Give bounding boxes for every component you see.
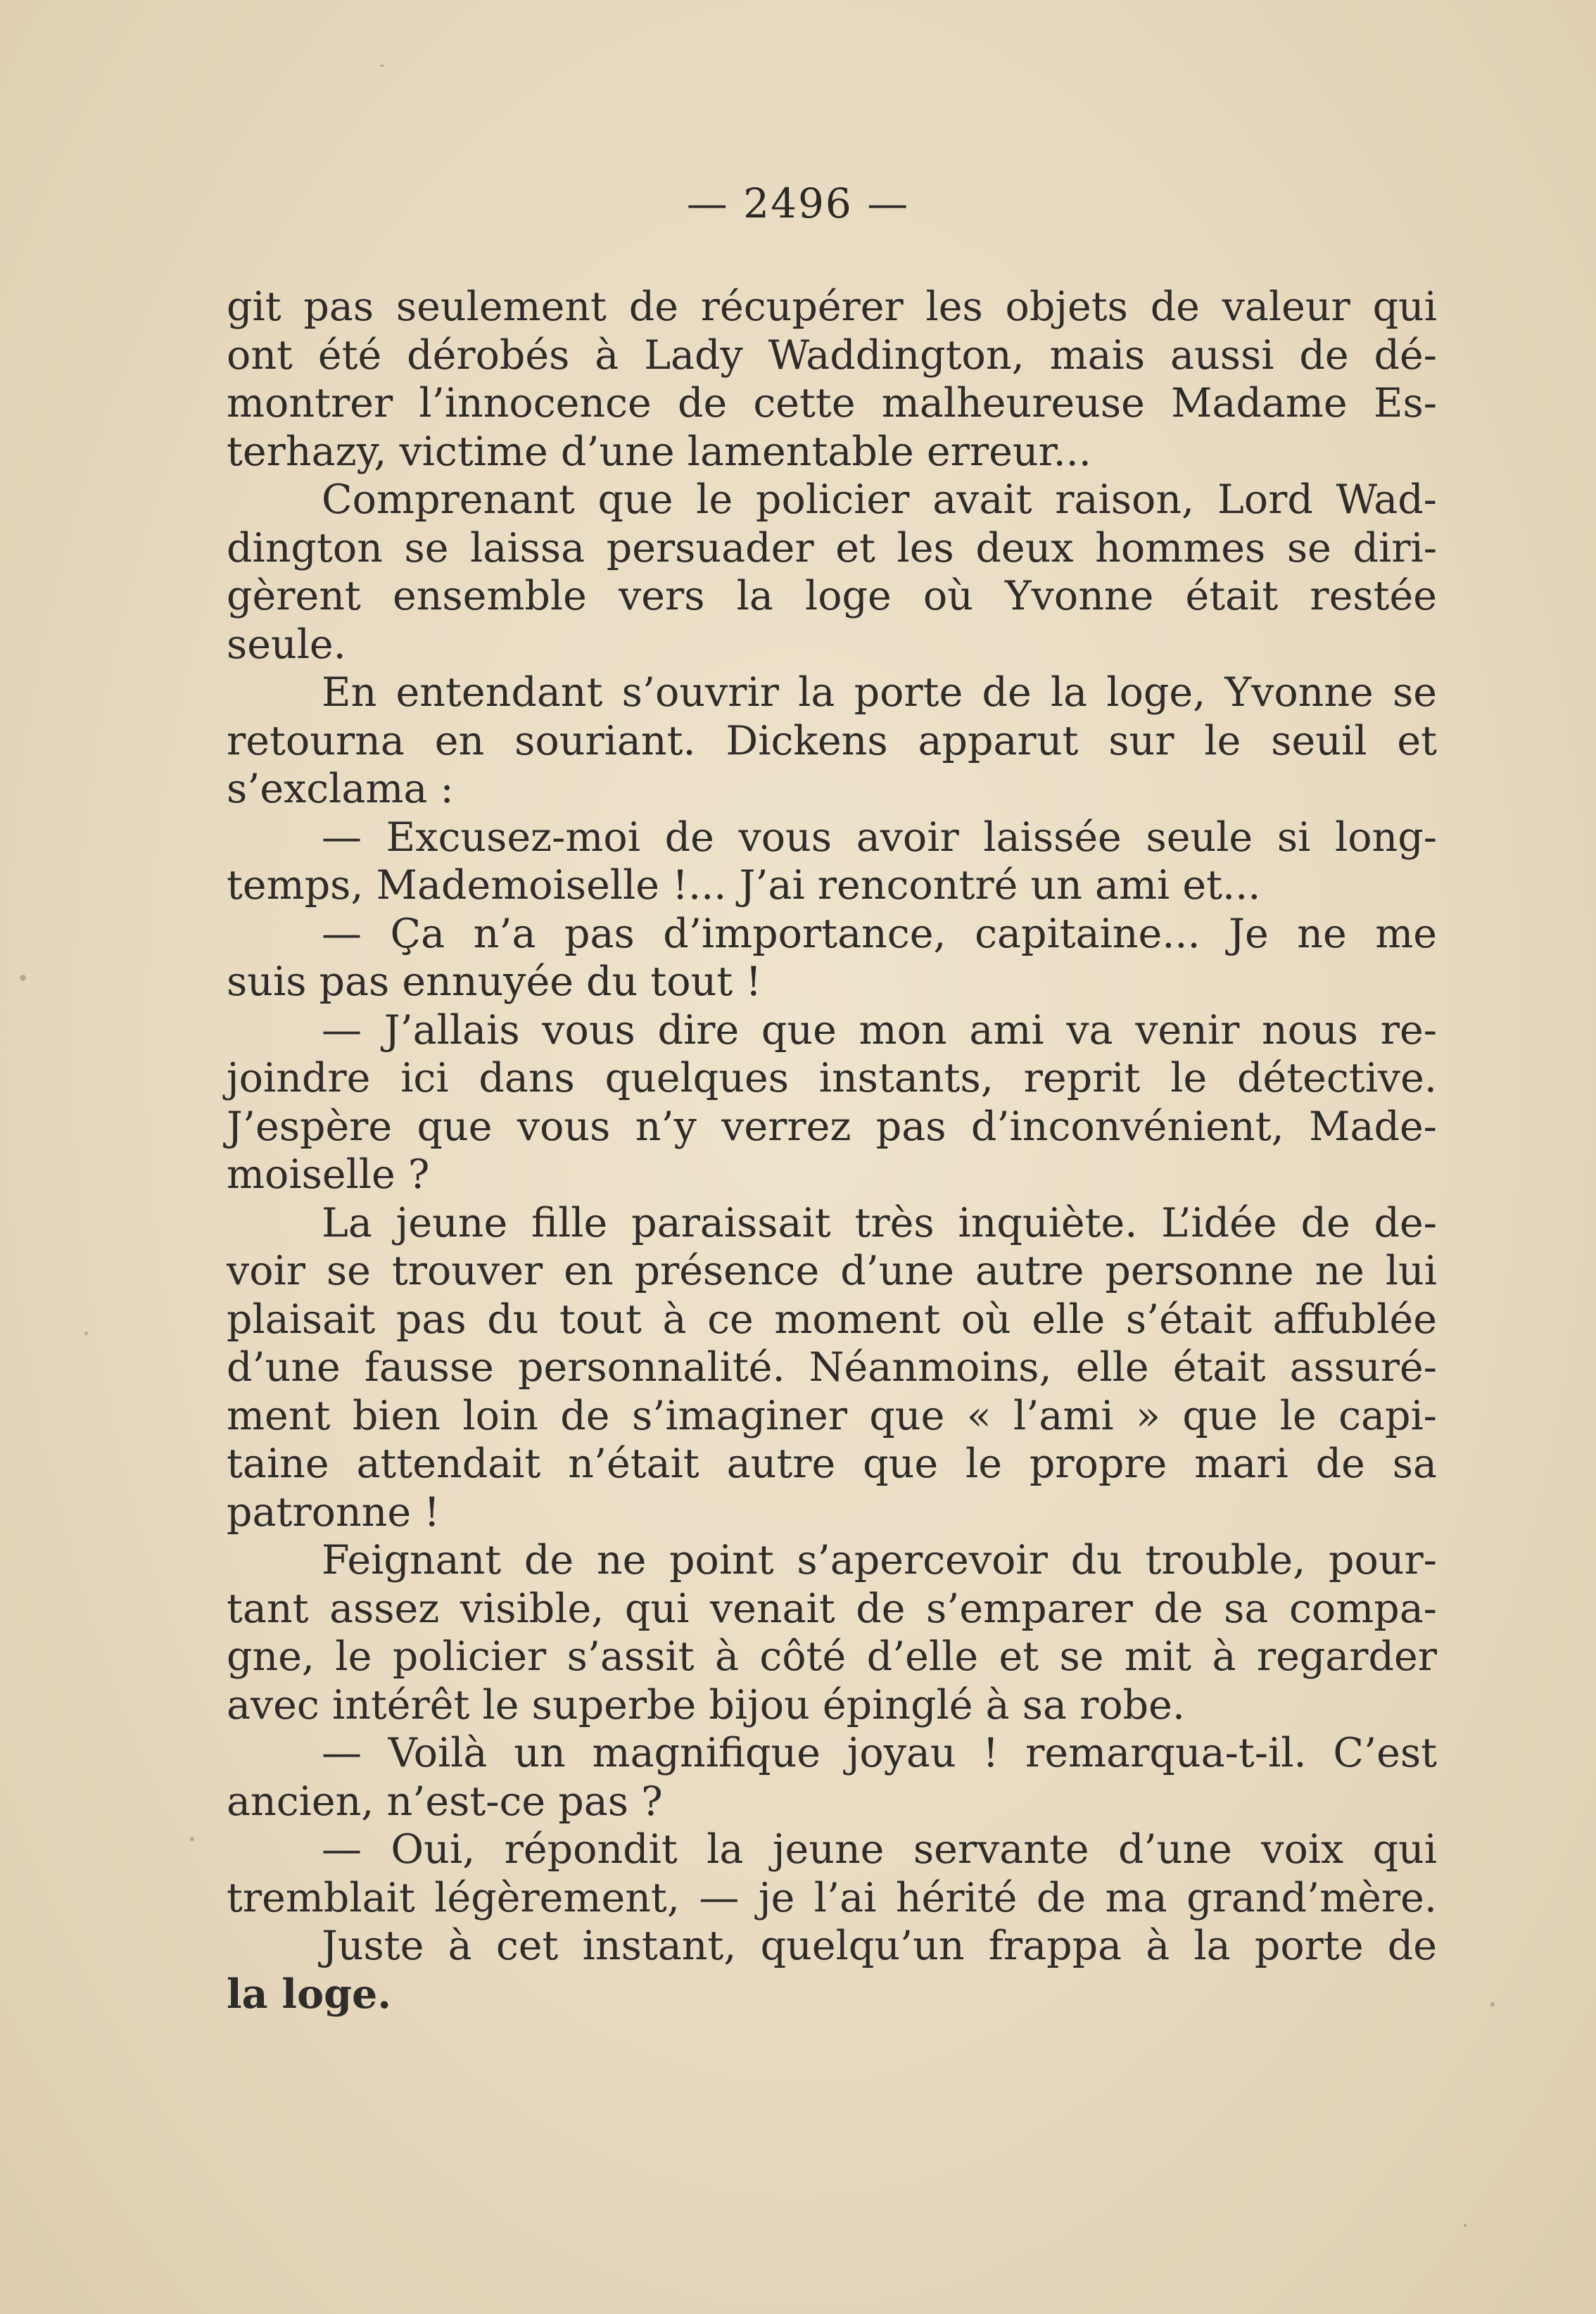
text-line: dington se laissa persuader et les deux hommes se diri- — [227, 524, 1437, 571]
text-line: taine attendait n’était autre que le propre mari de sa — [227, 1441, 1437, 1487]
text-line: — Oui, répondit la jeune servante d’une voix qui — [322, 1826, 1437, 1873]
text-line: la loge. — [227, 1970, 392, 2018]
text-line: — J’allais vous dire que mon ami va venir nous re- — [322, 1006, 1437, 1054]
text-line: s’exclama : — [227, 766, 454, 812]
paper-speck — [380, 65, 384, 67]
text-line: git pas seulement de récupérer les objets de valeur qui — [227, 284, 1437, 330]
text-line: tant assez visible, qui venait de s’emparer de sa compa- — [227, 1585, 1437, 1632]
text-line: gne, le policier s’assit à côté d’elle et se mit à regarder — [227, 1633, 1437, 1680]
text-line: temps, Mademoiselle !... J’ai rencontré un ami et... — [227, 862, 1261, 909]
text-line: ancien, n’est-ce pas ? — [227, 1778, 663, 1825]
paper-speck — [20, 975, 26, 981]
text-line: montrer l’innocence de cette malheureuse Madame Es- — [227, 380, 1437, 426]
text-line: ont été dérobés à Lady Waddington, mais aussi de dé- — [227, 331, 1437, 379]
text-line: voir se trouver en présence d’une autre personne ne lui — [227, 1248, 1437, 1294]
text-line: seule. — [227, 621, 346, 668]
text-line: gèrent ensemble vers la loge où Yvonne était restée — [227, 573, 1437, 619]
text-line: En entendant s’ouvrir la porte de la loge, Yvonne se — [322, 669, 1437, 716]
text-line: plaisait pas du tout à ce moment où elle s’était affublée — [227, 1296, 1437, 1343]
text-line: tremblait légèrement, — je l’ai hérité de ma grand’mère. — [227, 1874, 1437, 1921]
page-number: — 2496 — — [686, 179, 910, 227]
text-line: d’une fausse personnalité. Néanmoins, elle était assuré- — [227, 1344, 1437, 1391]
text-line: — Voilà un magnifique joyau ! remarqua-t-il. C’est — [322, 1730, 1437, 1776]
paper-speck — [190, 1837, 194, 1841]
text-line: Comprenant que le policier avait raison, Lord Wad- — [322, 476, 1437, 523]
text-line: — Excusez-moi de vous avoir laissée seule si long- — [322, 814, 1437, 861]
text-line: ment bien loin de s’imaginer que « l’ami » que le capi- — [227, 1392, 1437, 1439]
text-line: joindre ici dans quelques instants, reprit le détective. — [227, 1055, 1437, 1101]
paper-speck — [1490, 2002, 1495, 2006]
paper-speck — [84, 1332, 88, 1335]
text-line: avec intérêt le superbe bijou épinglé à sa robe. — [227, 1681, 1186, 1728]
text-line: — Ça n’a pas d’importance, capitaine... Je ne me — [322, 910, 1437, 957]
text-line: Feignant de ne point s’apercevoir du trouble, pour- — [322, 1537, 1437, 1583]
text-line: terhazy, victime d’une lamentable erreur... — [227, 428, 1091, 475]
text-line: J’espère que vous n’y verrez pas d’inconvénient, Made- — [227, 1103, 1437, 1150]
text-line: patronne ! — [227, 1488, 441, 1536]
body-text — [227, 283, 1437, 2018]
paper-speck — [1464, 2224, 1467, 2227]
text-line: La jeune fille paraissait très inquiète. L’idée de de- — [322, 1199, 1437, 1246]
text-line: Juste à cet instant, quelqu’un frappa à la porte de — [322, 1923, 1437, 1969]
text-line: moiselle ? — [227, 1151, 430, 1198]
text-line: suis pas ennuyée du tout ! — [227, 959, 762, 1005]
text-line: retourna en souriant. Dickens apparut sur le seuil et — [227, 717, 1437, 764]
